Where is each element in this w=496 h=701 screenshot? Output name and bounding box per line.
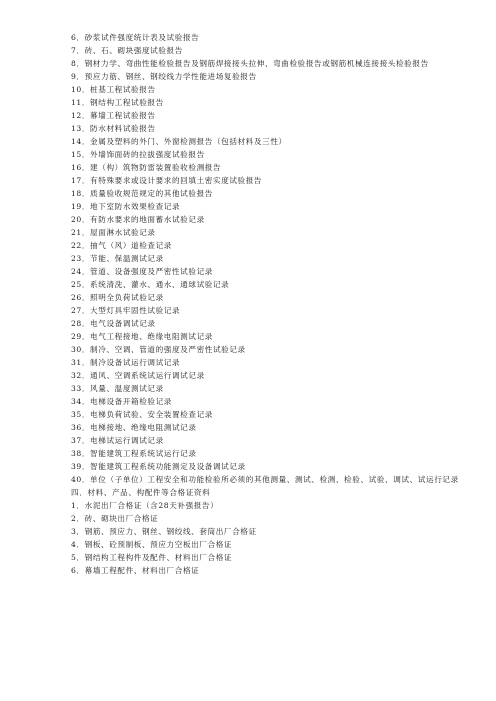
document-line bbox=[71, 603, 441, 616]
document-line: 27．大型灯具牢固性试验记录 bbox=[71, 306, 181, 315]
document-line: 37．电梯试运行调试记录 bbox=[71, 436, 164, 445]
document-line: 15．外墙饰面砖的拉拔强度试验报告 bbox=[71, 150, 205, 159]
document-line: 14．金属及塑料的外门、外窗检测报告（包括材料及三性） bbox=[71, 137, 287, 146]
document-line: 32．通风、空调系统试运行调试记录 bbox=[71, 371, 205, 380]
document-line bbox=[71, 577, 441, 590]
document-line: 11．钢结构工程试验报告 bbox=[71, 98, 164, 107]
document-line: 20．有防水要求的地面蓄水试验记录 bbox=[71, 215, 205, 224]
document-line: 28．电气设备调试记录 bbox=[71, 319, 156, 328]
document-line: 17．有特殊要求或设计要求的回填土密实度试验报告 bbox=[71, 176, 263, 185]
document-line: 9．预应力筋、钢丝、钢绞线力学性能进场复验报告 bbox=[71, 72, 257, 81]
document-line: 10．桩基工程试验报告 bbox=[71, 85, 156, 94]
document-line: 31．制冷设备试运行调试记录 bbox=[71, 358, 181, 367]
document-line: 29．电气工程接地、绝缘电阻测试记录 bbox=[71, 332, 213, 341]
document-line: 12．幕墙工程试验报告 bbox=[71, 111, 156, 120]
document-line: 4．钢板、砼预制板、预应力空板出厂合格证 bbox=[71, 540, 233, 549]
document-line: 18．质量验收规范规定的其他试验报告 bbox=[71, 189, 213, 198]
document-line bbox=[71, 590, 441, 603]
document-line: 7．砖、石、砌块强度试验报告 bbox=[71, 46, 183, 55]
document-line: 22．抽气（风）道检查记录 bbox=[71, 241, 172, 250]
document-line: 6．幕墙工程配件、材料出厂合格证 bbox=[71, 566, 200, 575]
document-line: 36．电梯接地、绝缘电阻测试记录 bbox=[71, 423, 197, 432]
document-line: 6．砂浆试件强度统计表及试验报告 bbox=[71, 33, 200, 42]
document-line: 38．智能建筑工程系统试运行记录 bbox=[71, 449, 197, 458]
document-line: 35．电梯负荷试验、安全装置检查记录 bbox=[71, 410, 213, 419]
document-line bbox=[71, 629, 441, 642]
document-line: 2．砖、砌块出厂合格证 bbox=[71, 514, 159, 523]
document-line: 40．单位（子单位）工程安全和功能检验所必须的其他测量、测试、检测、检验、试验、调试、试运行记录 bbox=[71, 475, 459, 484]
document-line: 13．防水材料试验报告 bbox=[71, 124, 156, 133]
document-line: 34．电梯设备开箱检验记录 bbox=[71, 397, 172, 406]
document-line: 16．建（构）筑物防雷装置验收检测报告 bbox=[71, 163, 222, 172]
document-line: 25．系统清洗、灌水、通水、通球试验记录 bbox=[71, 280, 230, 289]
document-line: 39．智能建筑工程系统功能测定及设备调试记录 bbox=[71, 462, 246, 471]
section-heading: 5．钢结构工程构件及配件、材料出厂合格证 bbox=[71, 553, 233, 562]
document-line: 3．钢筋、预应力、钢丝、钢绞线、套筒出厂合格证 bbox=[71, 527, 257, 536]
document-line: 8．钢材力学、弯曲性能检验报告及钢筋焊接接头拉伸、弯曲检验报告或钢筋机械连接接头检验报告 bbox=[71, 59, 429, 68]
document-line: 1．水泥出厂合格证（含28天补强报告） bbox=[71, 501, 219, 510]
document-line: 30．制冷、空调、管道的强度及严密性试验记录 bbox=[71, 345, 246, 354]
document-line: 19．地下室防水效果检查记录 bbox=[71, 202, 181, 211]
document-line: 21．屋面淋水试验记录 bbox=[71, 228, 156, 237]
document-line bbox=[71, 616, 441, 629]
document-line: 24．管道、设备强度及严密性试验记录 bbox=[71, 267, 213, 276]
document-line: 四．材料、产品、构配件等合格证资料 bbox=[71, 488, 211, 497]
document-page bbox=[71, 31, 459, 642]
document-line: 33．风量、温度测试记录 bbox=[71, 384, 164, 393]
document-line: 23．节能、保温测试记录 bbox=[71, 254, 164, 263]
document-line: 26．照明全负荷试验记录 bbox=[71, 293, 164, 302]
